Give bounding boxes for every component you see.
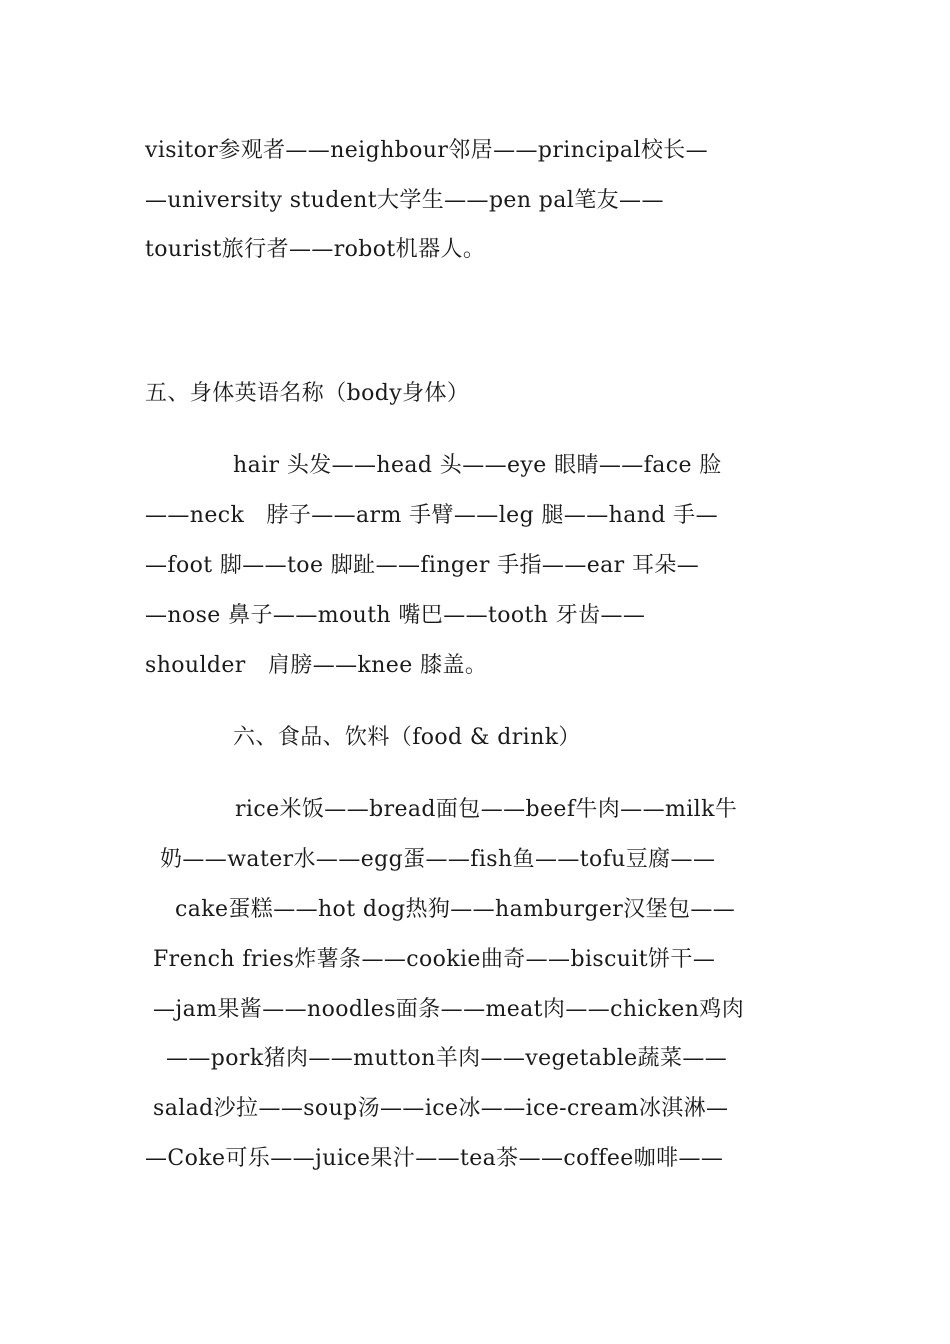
people-line-3: tourist旅行者——robot机器人。 xyxy=(145,237,486,262)
food-line-2: 奶——water水——egg蛋——fish鱼——tofu豆腐—— xyxy=(160,847,716,872)
food-line-4: French fries炸薯条——cookie曲奇——biscuit饼干— xyxy=(153,947,716,972)
food-line-8: —Coke可乐——juice果汁——tea茶——coffee咖啡—— xyxy=(145,1146,724,1171)
food-line-7: salad沙拉——soup汤——ice冰——ice-cream冰淇淋— xyxy=(153,1096,729,1121)
body-line-2: ——neck 脖子——arm 手臂——leg 腿——hand 手— xyxy=(145,503,718,528)
body-line-4: —nose 鼻子——mouth 嘴巴——tooth 牙齿—— xyxy=(145,603,646,628)
body-line-3: —foot 脚——toe 脚趾——finger 手指——ear 耳朵— xyxy=(145,553,700,578)
food-line-6: ——pork猪肉——mutton羊肉——vegetable蔬菜—— xyxy=(166,1046,728,1071)
body-section-heading: 五、身体英语名称（body身体） xyxy=(145,381,470,406)
food-line-1: rice米饭——bread面包——beef牛肉——milk牛 xyxy=(235,797,738,822)
food-line-5: —jam果酱——noodles面条——meat肉——chicken鸡肉 xyxy=(153,997,745,1022)
food-line-3: cake蛋糕——hot dog热狗——hamburger汉堡包—— xyxy=(175,897,736,922)
people-line-1: visitor参观者——neighbour邻居——principal校长— xyxy=(145,138,709,163)
people-line-2: —university student大学生——pen pal笔友—— xyxy=(145,188,664,213)
food-section-heading: 六、食品、饮料（food & drink） xyxy=(233,725,581,750)
body-line-1: hair 头发——head 头——eye 眼睛——face 脸 xyxy=(233,453,722,478)
body-line-5: shoulder 肩膀——knee 膝盖。 xyxy=(145,653,488,678)
